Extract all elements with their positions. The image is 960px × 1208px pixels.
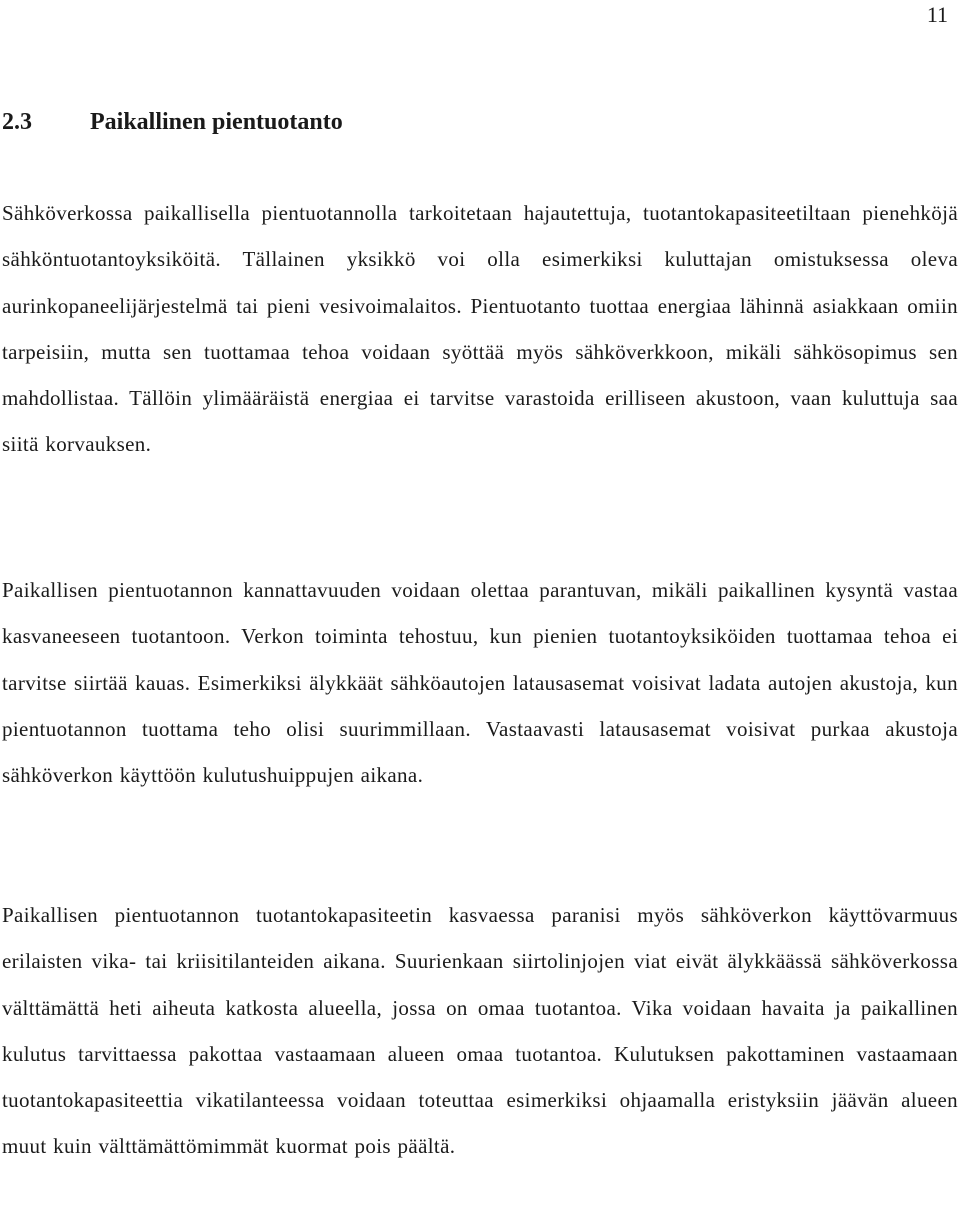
paragraph-2: Paikallisen pientuotannon kannattavuuden voidaan olettaa parantuvan, mikäli paikallinen kysyntä vastaa kasvaneeseen tuotantoon. Verkon toiminta tehostuu, kun pienien tuotantoyksiköiden tuottamaa tehoa ei tarvitse siirtää kauas. Esimerkiksi älykkäät sähköautojen latausasemat voisivat ladata autojen akustoja, kun pientuotannon tuottama teho olisi suurimmillaan. Vastaavasti latausasemat voisivat purkaa akustoja sähköverkon käyttöön kulutushuippujen aikana. [2,578,958,788]
paragraph-3: Paikallisen pientuotannon tuotantokapasiteetin kasvaessa paranisi myös sähköverkon käyttövarmuus erilaisten vika- tai kriisitilanteiden aikana. Suurienkaan siirtolinjojen viat eivät älykkäässä sähköverkossa välttämättä heti aiheuta katkosta alueella, jossa on omaa tuotantoa. Vika voidaan havaita ja paikallinen kulutus tarvittaessa pakottaa vastaamaan alueen omaa tuotantoa. Kulutuksen pakottaminen vastaamaan tuotantokapasiteettia vikatilanteessa voidaan toteuttaa esimerkiksi ohjaamalla eristyksiin jäävän alueen muut kuin välttämättömimmät kuormat pois päältä. [2,903,958,1159]
section-number: 2.3 [2,109,32,135]
page-number: 11 [926,2,948,27]
paragraph-1: Sähköverkossa paikallisella pientuotannolla tarkoitetaan hajautettuja, tuotantokapasiteetiltaan pienehköjä sähköntuotantoyksiköitä. Tällainen yksikkö voi olla esimerkiksi kuluttajan omistuksessa oleva aurinkopaneelijärjestelmä tai pieni vesivoimalaitos. Pientuotanto tuottaa energiaa lähinnä asiakkaan omiin tarpeisiin, mutta sen tuottamaa tehoa voidaan syöttää myös sähköverkkoon, mikäli sähkösopimus sen mahdollistaa. Tällöin ylimääräistä energiaa ei tarvitse varastoida erilliseen akustoon, vaan kuluttuja saa siitä korvauksen. [2,201,958,457]
section-title: Paikallinen pientuotanto [90,109,343,135]
section-heading [2,108,343,136]
